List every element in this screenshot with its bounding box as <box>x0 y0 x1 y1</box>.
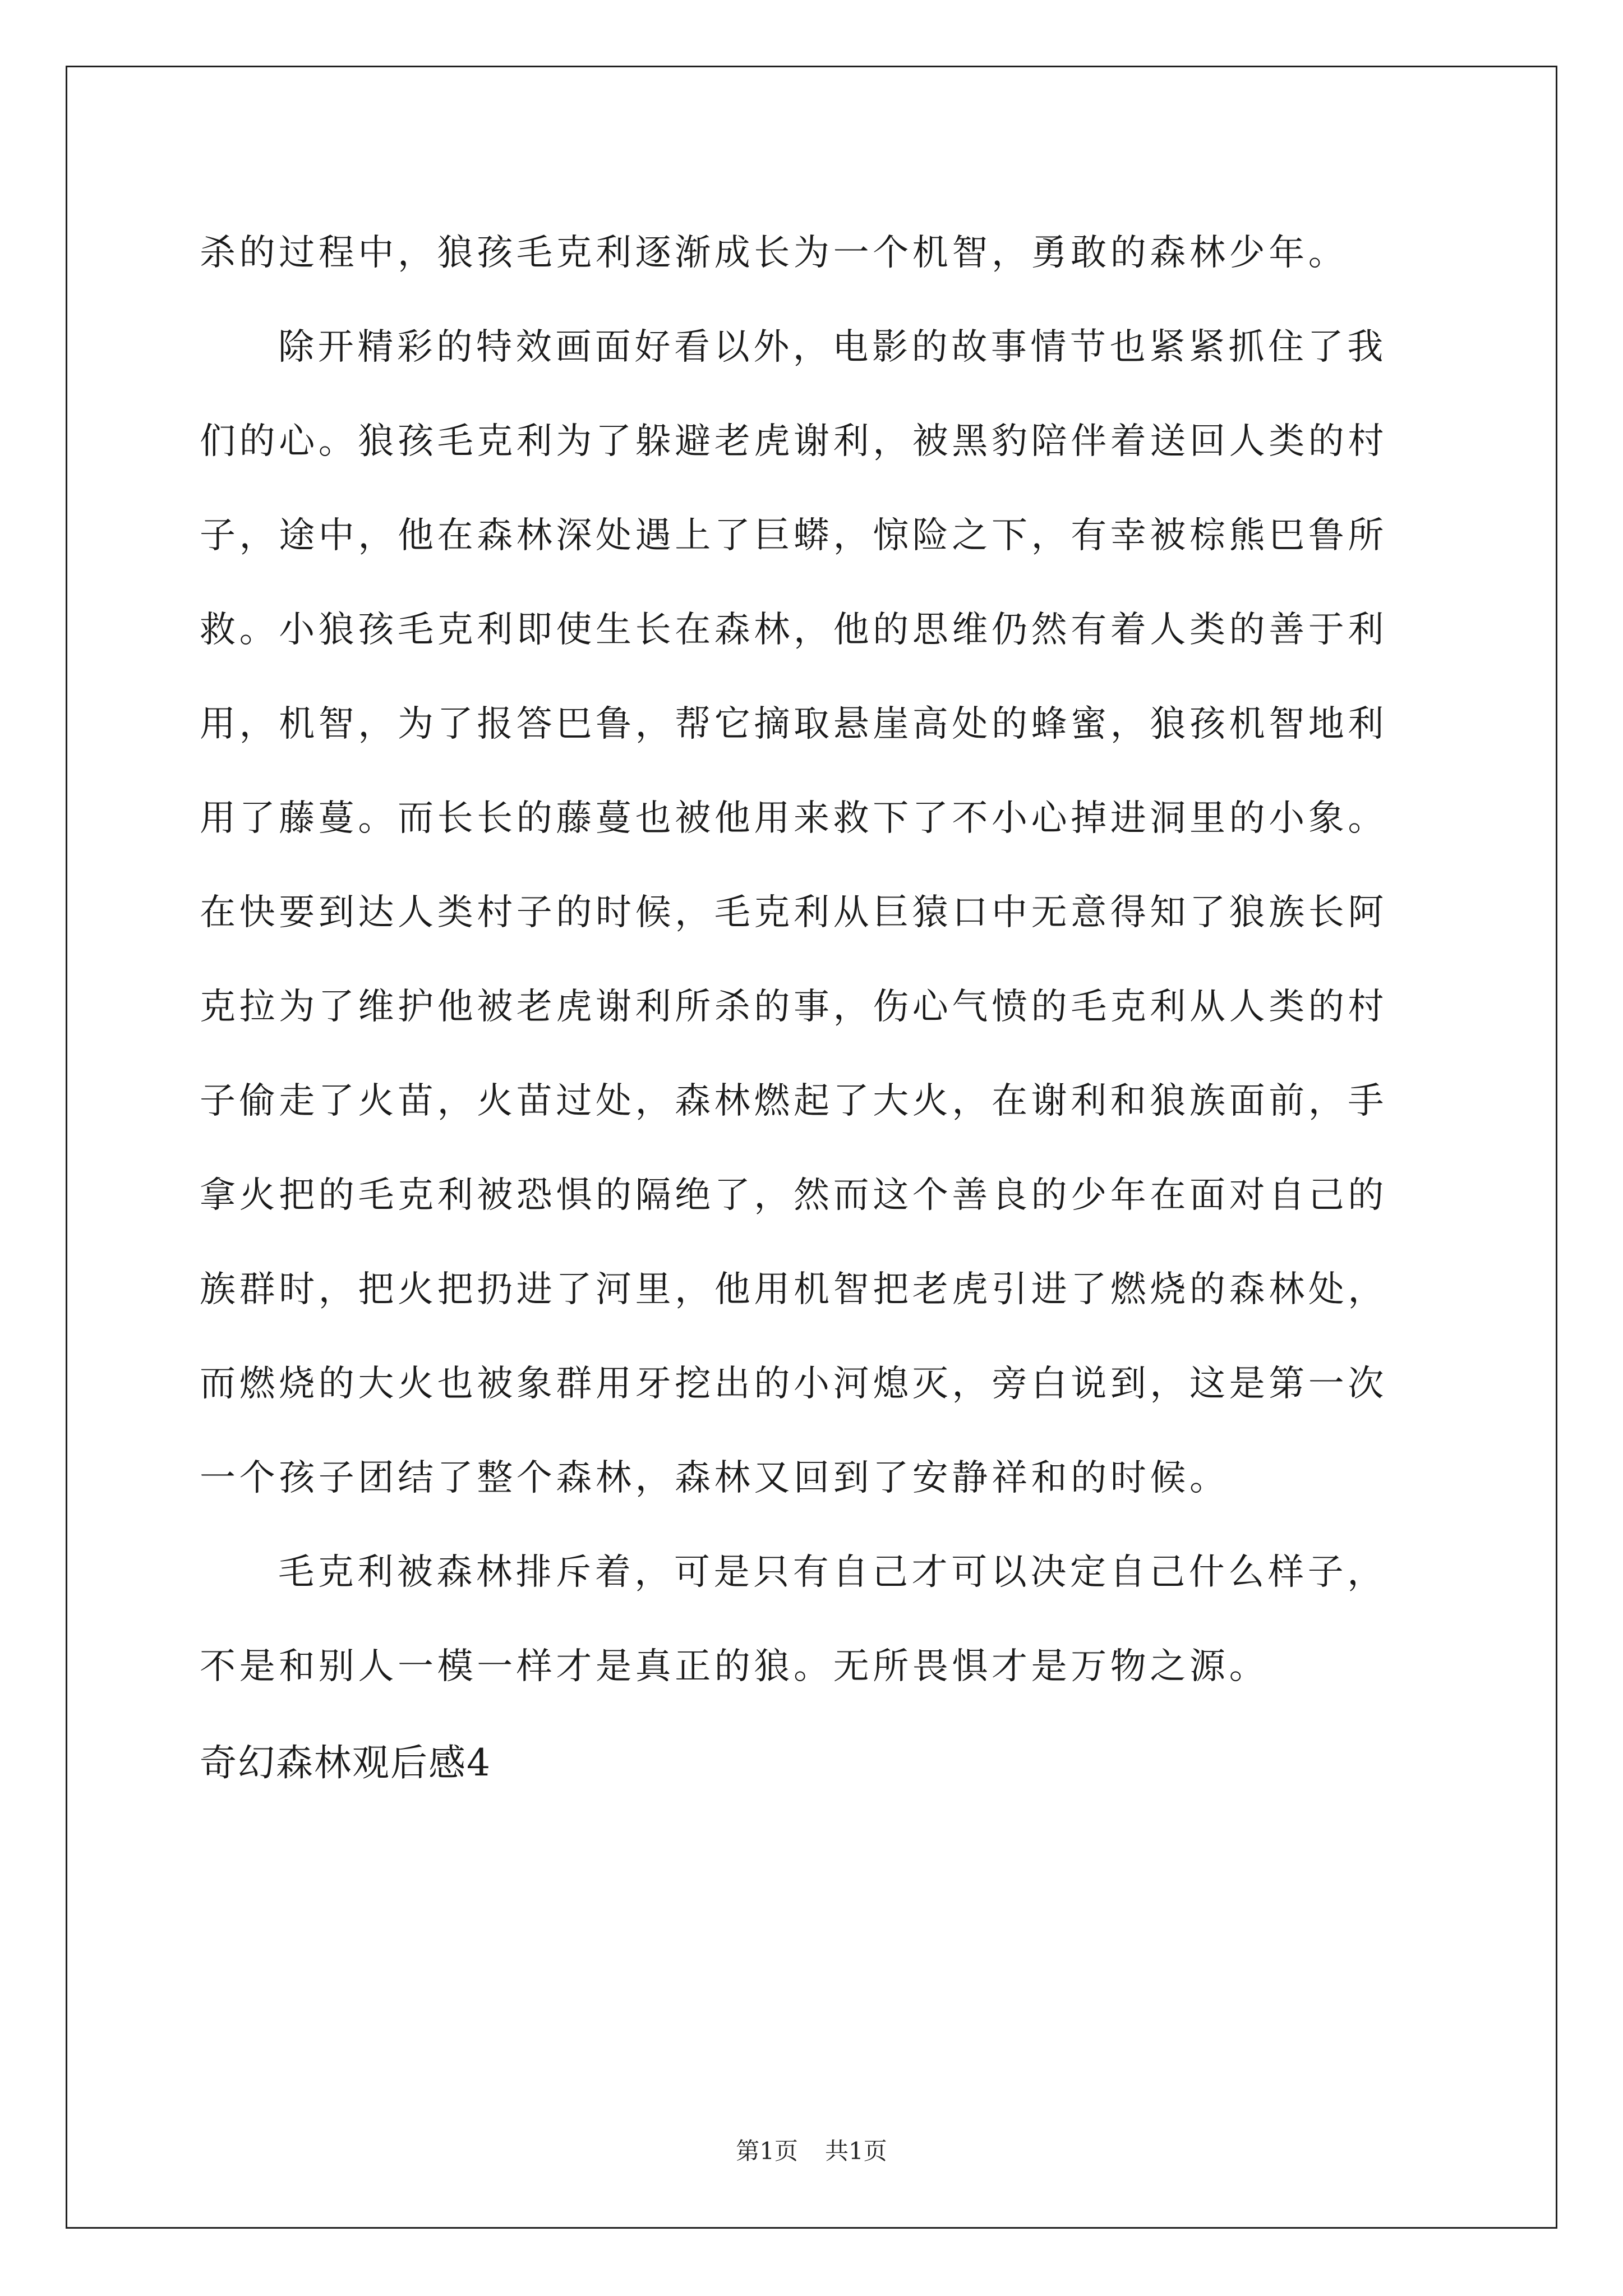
text-line: 救。小狼孩毛克利即使生长在森林，他的思维仍然有着人类的善于利 <box>200 609 1387 651</box>
text-line: 克拉为了维护他被老虎谢利所杀的事，伤心气愤的毛克利从人类的村 <box>200 986 1387 1028</box>
text-line: 用，机智，为了报答巴鲁，帮它摘取悬崖高处的蜂蜜，狼孩机智地利 <box>200 703 1387 745</box>
text-line: 子偷走了火苗，火苗过处，森林燃起了大火，在谢利和狼族面前，手 <box>200 1080 1387 1122</box>
text-line: 族群时，把火把扔进了河里，他用机智把老虎引进了燃烧的森林处， <box>200 1269 1387 1310</box>
section-heading: 奇幻森林观后感4 <box>200 1741 491 1784</box>
document-body <box>200 211 1428 1815</box>
text-line: 杀的过程中，狼孩毛克利逐渐成长为一个机智，勇敢的森林少年。 <box>200 232 1348 274</box>
text-line: 在快要到达人类村子的时候，毛克利从巨猿口中无意得知了狼族长阿 <box>200 892 1387 933</box>
text-line: 子，途中，他在森林深处遇上了巨蟒，惊险之下，有幸被棕熊巴鲁所 <box>200 515 1387 556</box>
page-number: 第1页 <box>736 2137 798 2165</box>
text-line: 不是和别人一模一样才是真正的狼。无所畏惧才是万物之源。 <box>200 1646 1269 1687</box>
text-line: 而燃烧的大火也被象群用牙挖出的小河熄灭，旁白说到，这是第一次 <box>200 1363 1387 1405</box>
total-pages: 共1页 <box>825 2137 887 2165</box>
text-line: 们的心。狼孩毛克利为了躲避老虎谢利，被黑豹陪伴着送回人类的村 <box>200 421 1387 462</box>
text-line: 用了藤蔓。而长长的藤蔓也被他用来救下了不小心掉进洞里的小象。 <box>200 798 1387 839</box>
paragraph-start-line: 毛克利被森林排斥着，可是只有自己才可以决定自己什么样子， <box>278 1552 1387 1593</box>
text-line: 拿火把的毛克利被恐惧的隔绝了，然而这个善良的少年在面对自己的 <box>200 1175 1387 1216</box>
text-line: 一个孩子团结了整个森林，森林又回到了安静祥和的时候。 <box>200 1457 1229 1499</box>
paragraph-start-line: 除开精彩的特效画面好看以外，电影的故事情节也紧紧抓住了我 <box>278 326 1387 368</box>
page-footer <box>0 2134 1623 2168</box>
